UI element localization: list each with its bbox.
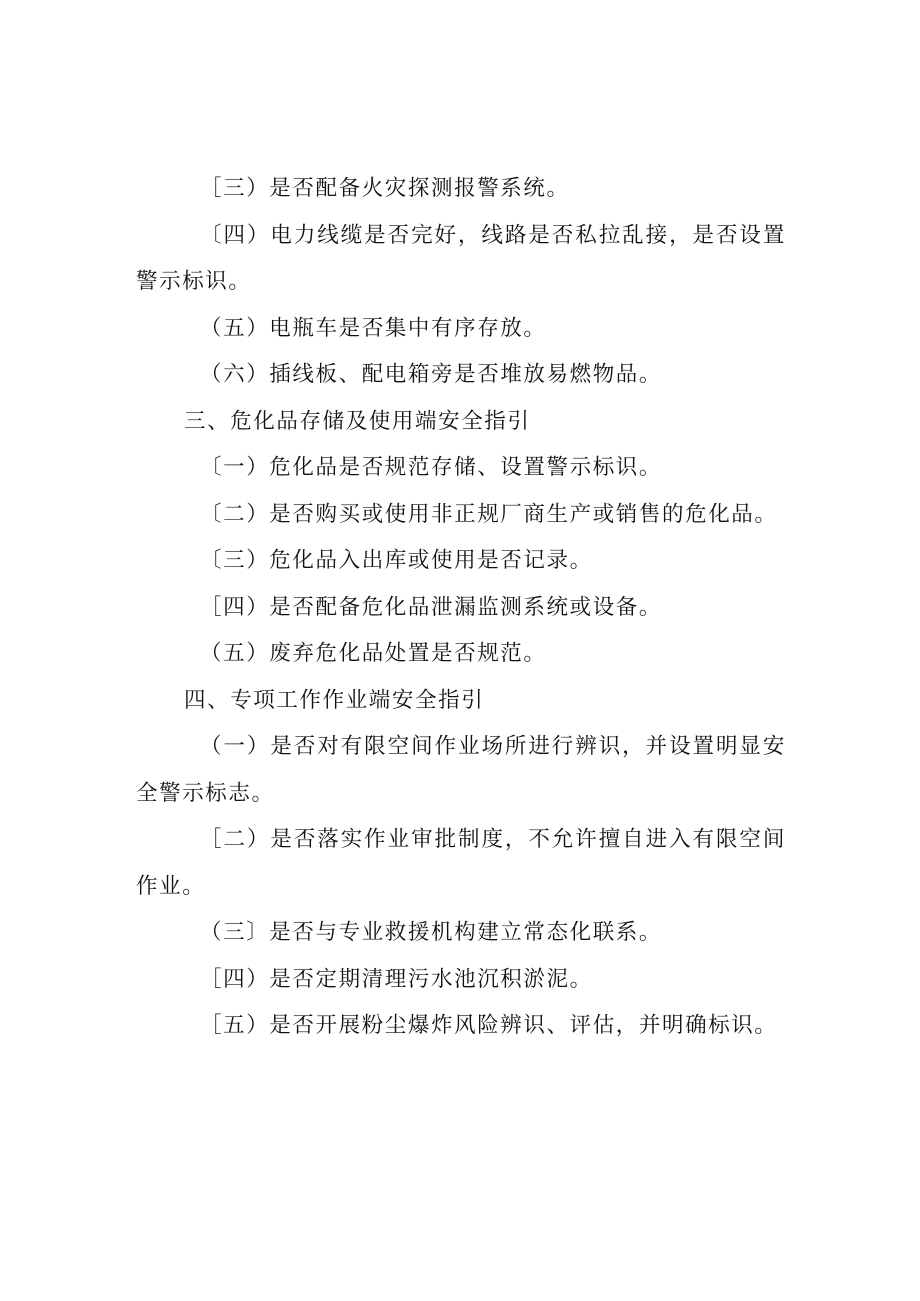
item-rescue-contact: （三〕是否与专业救援机构建立常态化联系。 <box>200 920 663 945</box>
item-chemical-records: 〔三）危化品入出库或使用是否记录。 <box>200 548 593 573</box>
item-confined-space-identification: （一）是否对有限空间作业场所进行辨识，并设置明显安全警示标志。 <box>136 734 786 806</box>
item-sludge-cleaning: ［四）是否定期清理污水池沉积淤泥。 <box>200 966 593 992</box>
item-chemical-disposal: （五）废弃危化品处置是否规范。 <box>200 641 547 666</box>
section-heading-special-operations: 四、专项工作作业端安全指引 <box>184 687 485 713</box>
item-work-approval: ［二）是否落实作业审批制度，不允许擅自进入有限空间作业。 <box>136 827 786 899</box>
item-e-bike-storage: （五）电瓶车是否集中有序存放。 <box>200 315 547 341</box>
document-body <box>136 166 786 1050</box>
item-fire-alarm: ［三）是否配备火灾探测报警系统。 <box>200 176 570 201</box>
item-dust-explosion: ［五）是否开展粉尘爆炸风险辨识、评估，并明确标识。 <box>200 1013 778 1038</box>
item-power-cables: 〔四）电力线缆是否完好，线路是否私拉乱接，是否设置警示标识。 <box>136 222 786 294</box>
item-chemical-purchase: 〔二）是否购买或使用非正规厂商生产或销售的危化品。 <box>200 501 778 527</box>
item-power-strip: （六）插线板、配电箱旁是否堆放易燃物品。 <box>200 362 663 387</box>
item-chemical-storage: 〔一）危化品是否规范存储、设置警示标识。 <box>200 455 663 480</box>
item-leak-detection: ［四）是否配备危化品泄漏监测系统或设备。 <box>200 594 663 620</box>
section-heading-hazardous-chemicals: 三、危化品存储及使用端安全指引 <box>184 408 531 434</box>
